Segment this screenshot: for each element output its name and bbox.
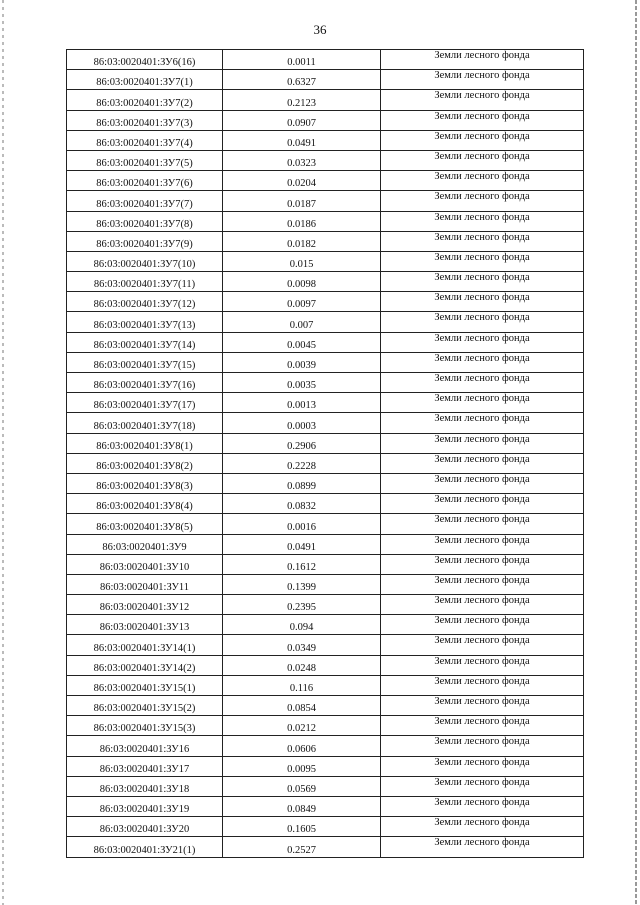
cadastral-number-cell: 86:03:0020401:ЗУ7(14) xyxy=(67,332,223,352)
table-row xyxy=(67,635,584,655)
land-category-cell: Земли лесного фонда xyxy=(381,312,584,332)
land-category-cell: Земли лесного фонда xyxy=(381,211,584,231)
area-cell: 0.0013 xyxy=(223,393,381,413)
land-category-cell: Земли лесного фонда xyxy=(381,514,584,534)
cadastral-number-cell: 86:03:0020401:ЗУ7(5) xyxy=(67,150,223,170)
area-cell: 0.0186 xyxy=(223,211,381,231)
land-category-cell: Земли лесного фонда xyxy=(381,292,584,312)
area-cell: 0.0832 xyxy=(223,494,381,514)
area-cell: 0.1612 xyxy=(223,554,381,574)
area-cell: 0.2395 xyxy=(223,595,381,615)
cadastral-number-cell: 86:03:0020401:ЗУ7(15) xyxy=(67,352,223,372)
area-cell: 0.1399 xyxy=(223,574,381,594)
land-category-cell: Земли лесного фонда xyxy=(381,837,584,857)
cadastral-number-cell: 86:03:0020401:ЗУ11 xyxy=(67,574,223,594)
cadastral-number-cell: 86:03:0020401:ЗУ7(11) xyxy=(67,272,223,292)
area-cell: 0.0045 xyxy=(223,332,381,352)
land-category-cell: Земли лесного фонда xyxy=(381,756,584,776)
table-row xyxy=(67,50,584,70)
cadastral-number-cell: 86:03:0020401:ЗУ7(3) xyxy=(67,110,223,130)
land-category-cell: Земли лесного фонда xyxy=(381,373,584,393)
land-category-cell: Земли лесного фонда xyxy=(381,70,584,90)
table-row xyxy=(67,171,584,191)
cadastral-number-cell: 86:03:0020401:ЗУ15(1) xyxy=(67,675,223,695)
area-cell: 0.094 xyxy=(223,615,381,635)
area-cell: 0.2527 xyxy=(223,837,381,857)
cadastral-number-cell: 86:03:0020401:ЗУ7(6) xyxy=(67,171,223,191)
land-category-cell: Земли лесного фонда xyxy=(381,130,584,150)
land-category-cell: Земли лесного фонда xyxy=(381,635,584,655)
land-category-cell: Земли лесного фонда xyxy=(381,595,584,615)
table-row xyxy=(67,312,584,332)
area-cell: 0.0003 xyxy=(223,413,381,433)
cadastral-number-cell: 86:03:0020401:ЗУ10 xyxy=(67,554,223,574)
cadastral-number-cell: 86:03:0020401:ЗУ9 xyxy=(67,534,223,554)
table-row xyxy=(67,332,584,352)
area-cell: 0.0182 xyxy=(223,231,381,251)
table-row xyxy=(67,413,584,433)
table-row xyxy=(67,817,584,837)
table-row xyxy=(67,231,584,251)
scan-edge-right xyxy=(635,0,637,905)
cadastral-number-cell: 86:03:0020401:ЗУ6(16) xyxy=(67,50,223,70)
area-cell: 0.015 xyxy=(223,251,381,271)
area-cell: 0.0907 xyxy=(223,110,381,130)
area-cell: 0.0849 xyxy=(223,796,381,816)
land-category-cell: Земли лесного фонда xyxy=(381,171,584,191)
cadastral-number-cell: 86:03:0020401:ЗУ16 xyxy=(67,736,223,756)
cadastral-number-cell: 86:03:0020401:ЗУ7(8) xyxy=(67,211,223,231)
cadastral-number-cell: 86:03:0020401:ЗУ7(12) xyxy=(67,292,223,312)
cadastral-number-cell: 86:03:0020401:ЗУ7(9) xyxy=(67,231,223,251)
table-row xyxy=(67,796,584,816)
table-row xyxy=(67,696,584,716)
land-category-cell: Земли лесного фонда xyxy=(381,453,584,473)
cadastral-number-cell: 86:03:0020401:ЗУ7(13) xyxy=(67,312,223,332)
table-row xyxy=(67,756,584,776)
cadastral-number-cell: 86:03:0020401:ЗУ19 xyxy=(67,796,223,816)
table-row xyxy=(67,251,584,271)
land-category-cell: Земли лесного фонда xyxy=(381,817,584,837)
area-cell: 0.0606 xyxy=(223,736,381,756)
table-row xyxy=(67,554,584,574)
table-row xyxy=(67,716,584,736)
cadastral-number-cell: 86:03:0020401:ЗУ14(1) xyxy=(67,635,223,655)
land-category-cell: Земли лесного фонда xyxy=(381,554,584,574)
area-cell: 0.0899 xyxy=(223,473,381,493)
cadastral-number-cell: 86:03:0020401:ЗУ15(3) xyxy=(67,716,223,736)
area-cell: 0.0187 xyxy=(223,191,381,211)
land-category-cell: Земли лесного фонда xyxy=(381,413,584,433)
table-row xyxy=(67,837,584,857)
table-row xyxy=(67,675,584,695)
table-row xyxy=(67,473,584,493)
table-row xyxy=(67,373,584,393)
cadastral-number-cell: 86:03:0020401:ЗУ8(5) xyxy=(67,514,223,534)
land-category-cell: Земли лесного фонда xyxy=(381,736,584,756)
cadastral-number-cell: 86:03:0020401:ЗУ7(10) xyxy=(67,251,223,271)
land-category-cell: Земли лесного фонда xyxy=(381,615,584,635)
cadastral-number-cell: 86:03:0020401:ЗУ8(1) xyxy=(67,433,223,453)
area-cell: 0.0098 xyxy=(223,272,381,292)
area-cell: 0.1605 xyxy=(223,817,381,837)
area-cell: 0.0097 xyxy=(223,292,381,312)
table-row xyxy=(67,433,584,453)
cadastral-number-cell: 86:03:0020401:ЗУ7(2) xyxy=(67,90,223,110)
table-row xyxy=(67,211,584,231)
cadastral-number-cell: 86:03:0020401:ЗУ7(7) xyxy=(67,191,223,211)
land-category-cell: Земли лесного фонда xyxy=(381,251,584,271)
table-row xyxy=(67,352,584,372)
cadastral-number-cell: 86:03:0020401:ЗУ18 xyxy=(67,776,223,796)
table-row xyxy=(67,776,584,796)
cadastral-number-cell: 86:03:0020401:ЗУ8(4) xyxy=(67,494,223,514)
cadastral-number-cell: 86:03:0020401:ЗУ21(1) xyxy=(67,837,223,857)
land-category-cell: Земли лесного фонда xyxy=(381,272,584,292)
cadastral-number-cell: 86:03:0020401:ЗУ7(17) xyxy=(67,393,223,413)
land-category-cell: Земли лесного фонда xyxy=(381,776,584,796)
cadastral-number-cell: 86:03:0020401:ЗУ7(16) xyxy=(67,373,223,393)
area-cell: 0.0095 xyxy=(223,756,381,776)
cadastral-number-cell: 86:03:0020401:ЗУ12 xyxy=(67,595,223,615)
area-cell: 0.0569 xyxy=(223,776,381,796)
land-category-cell: Земли лесного фонда xyxy=(381,231,584,251)
land-category-cell: Земли лесного фонда xyxy=(381,191,584,211)
cadastral-number-cell: 86:03:0020401:ЗУ14(2) xyxy=(67,655,223,675)
land-category-cell: Земли лесного фонда xyxy=(381,90,584,110)
table-row xyxy=(67,150,584,170)
table-row xyxy=(67,110,584,130)
table-row xyxy=(67,393,584,413)
area-cell: 0.0491 xyxy=(223,534,381,554)
table-row xyxy=(67,191,584,211)
land-category-cell: Земли лесного фонда xyxy=(381,534,584,554)
cadastral-number-cell: 86:03:0020401:ЗУ13 xyxy=(67,615,223,635)
table-row xyxy=(67,292,584,312)
land-category-cell: Земли лесного фонда xyxy=(381,716,584,736)
land-category-cell: Земли лесного фонда xyxy=(381,150,584,170)
cadastral-number-cell: 86:03:0020401:ЗУ7(1) xyxy=(67,70,223,90)
area-cell: 0.0491 xyxy=(223,130,381,150)
cadastral-number-cell: 86:03:0020401:ЗУ8(2) xyxy=(67,453,223,473)
table-row xyxy=(67,615,584,635)
area-cell: 0.6327 xyxy=(223,70,381,90)
cadastral-number-cell: 86:03:0020401:ЗУ15(2) xyxy=(67,696,223,716)
table-row xyxy=(67,574,584,594)
cadastral-number-cell: 86:03:0020401:ЗУ7(18) xyxy=(67,413,223,433)
table-row xyxy=(67,534,584,554)
land-category-cell: Земли лесного фонда xyxy=(381,110,584,130)
table-body xyxy=(67,50,584,858)
area-cell: 0.0035 xyxy=(223,373,381,393)
land-category-cell: Земли лесного фонда xyxy=(381,332,584,352)
land-category-cell: Земли лесного фонда xyxy=(381,352,584,372)
table-row xyxy=(67,453,584,473)
land-category-cell: Земли лесного фонда xyxy=(381,655,584,675)
table-row xyxy=(67,736,584,756)
area-cell: 0.0011 xyxy=(223,50,381,70)
area-cell: 0.2123 xyxy=(223,90,381,110)
area-cell: 0.0248 xyxy=(223,655,381,675)
scan-edge-left xyxy=(2,0,4,905)
land-category-cell: Земли лесного фонда xyxy=(381,796,584,816)
land-category-cell: Земли лесного фонда xyxy=(381,50,584,70)
land-category-cell: Земли лесного фонда xyxy=(381,494,584,514)
land-category-cell: Земли лесного фонда xyxy=(381,473,584,493)
land-plots-table xyxy=(66,49,584,858)
table-row xyxy=(67,272,584,292)
cadastral-number-cell: 86:03:0020401:ЗУ7(4) xyxy=(67,130,223,150)
table-row xyxy=(67,514,584,534)
cadastral-number-cell: 86:03:0020401:ЗУ20 xyxy=(67,817,223,837)
land-category-cell: Земли лесного фонда xyxy=(381,696,584,716)
page-number: 36 xyxy=(313,22,327,37)
area-cell: 0.0204 xyxy=(223,171,381,191)
table-row xyxy=(67,70,584,90)
land-category-cell: Земли лесного фонда xyxy=(381,393,584,413)
cadastral-number-cell: 86:03:0020401:ЗУ8(3) xyxy=(67,473,223,493)
land-category-cell: Земли лесного фонда xyxy=(381,574,584,594)
area-cell: 0.0854 xyxy=(223,696,381,716)
area-cell: 0.0212 xyxy=(223,716,381,736)
area-cell: 0.007 xyxy=(223,312,381,332)
table-row xyxy=(67,655,584,675)
area-cell: 0.0323 xyxy=(223,150,381,170)
table-row xyxy=(67,130,584,150)
area-cell: 0.0039 xyxy=(223,352,381,372)
area-cell: 0.0016 xyxy=(223,514,381,534)
table-row xyxy=(67,494,584,514)
area-cell: 0.2228 xyxy=(223,453,381,473)
area-cell: 0.116 xyxy=(223,675,381,695)
land-category-cell: Земли лесного фонда xyxy=(381,675,584,695)
area-cell: 0.2906 xyxy=(223,433,381,453)
table-row xyxy=(67,90,584,110)
cadastral-number-cell: 86:03:0020401:ЗУ17 xyxy=(67,756,223,776)
table-row xyxy=(67,595,584,615)
area-cell: 0.0349 xyxy=(223,635,381,655)
land-category-cell: Земли лесного фонда xyxy=(381,433,584,453)
